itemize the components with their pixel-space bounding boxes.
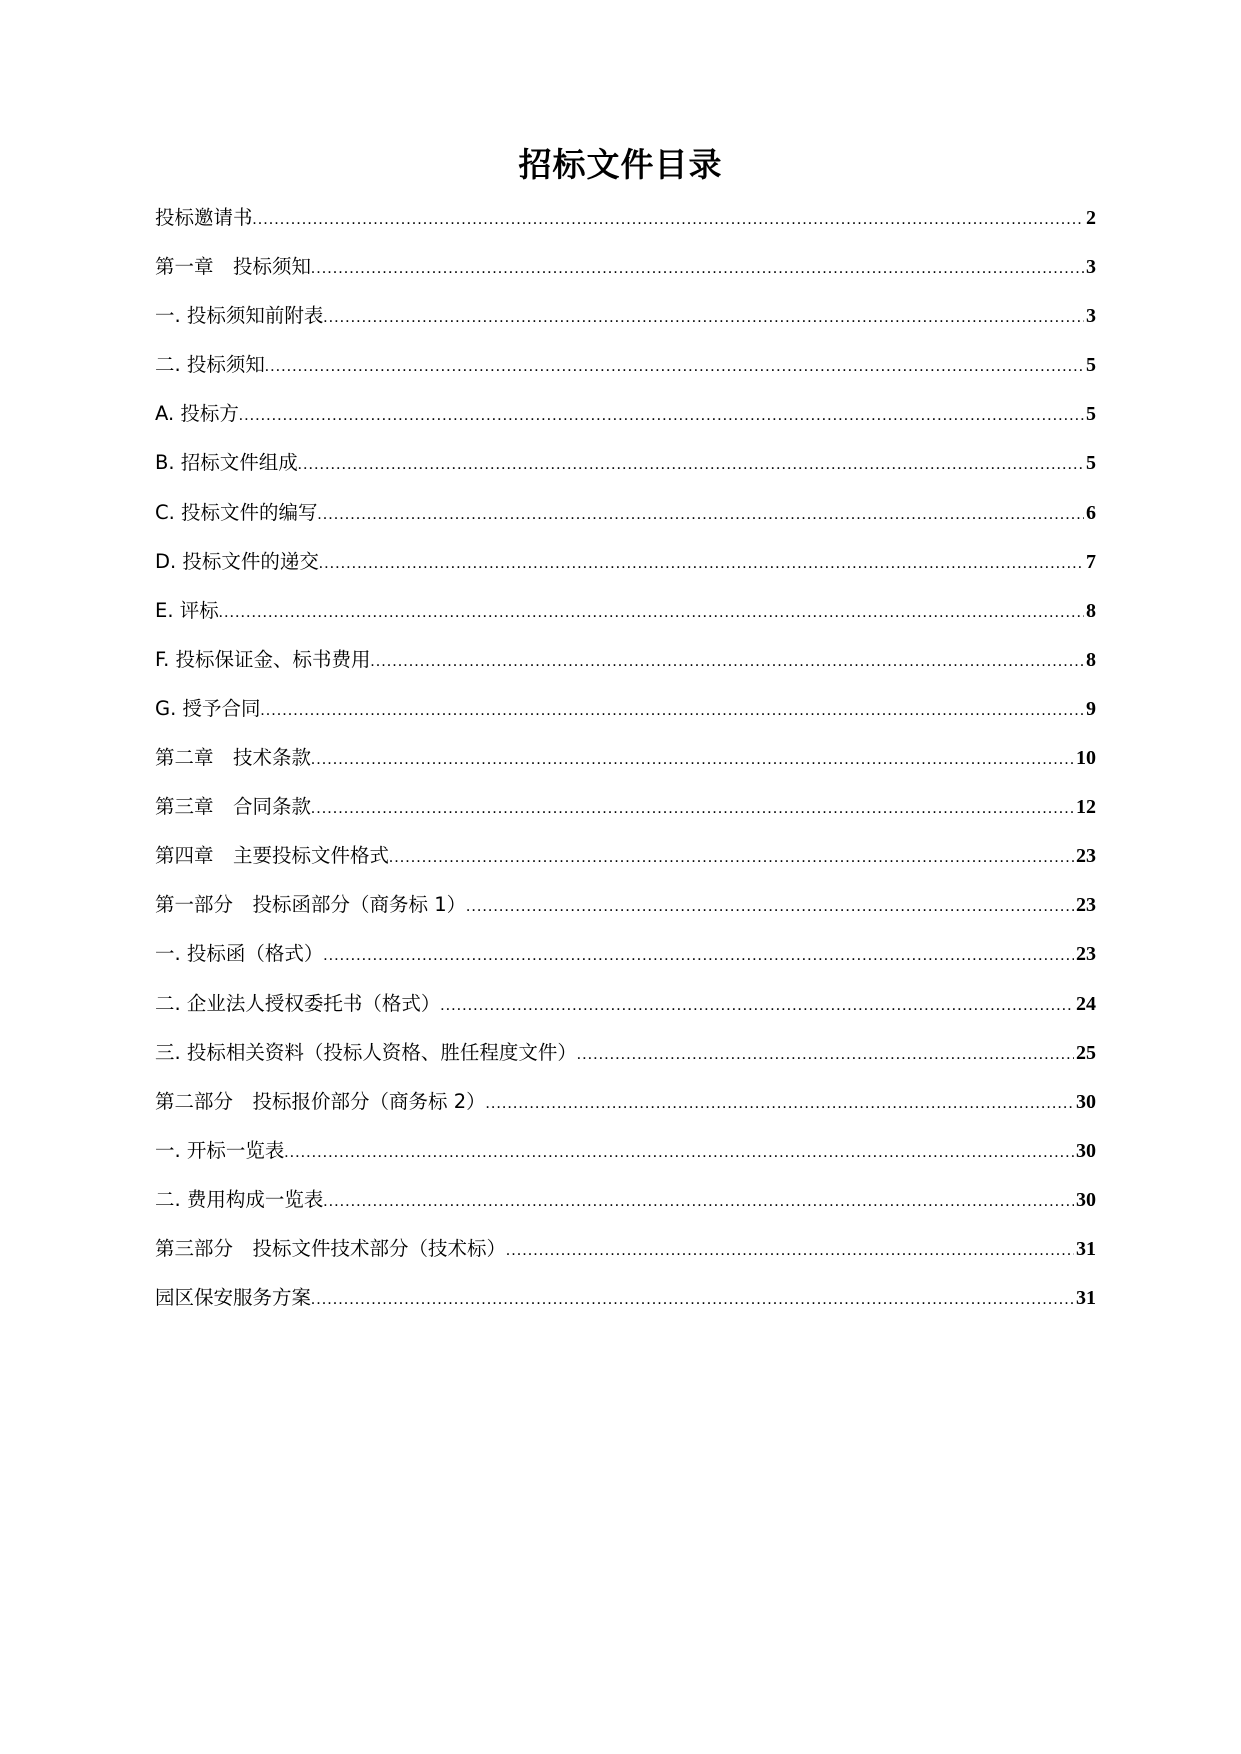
toc-entry[interactable] (155, 885, 1096, 934)
toc-entry-page-number: 3 (1086, 305, 1096, 328)
toc-entry-page-number: 7 (1086, 550, 1096, 573)
toc-entry-label: 一. 开标一览表 (155, 1138, 285, 1162)
toc-entry-page-number: 10 (1076, 747, 1096, 770)
toc-dot-leader (323, 936, 1074, 976)
toc-entry[interactable] (155, 1278, 1096, 1327)
toc-entry[interactable] (155, 394, 1096, 443)
toc-entry-page-number: 9 (1086, 697, 1096, 720)
toc-dot-leader (311, 789, 1074, 829)
toc-entry[interactable] (155, 640, 1096, 689)
toc-entry-page-number: 30 (1076, 1188, 1096, 1211)
toc-entry[interactable] (155, 689, 1096, 738)
toc-entry-page-number: 25 (1076, 1041, 1096, 1064)
toc-entry-label: 第一章 投标须知 (155, 255, 312, 279)
toc-entry[interactable] (155, 1229, 1096, 1278)
toc-entry[interactable] (155, 591, 1096, 640)
toc-entry-label: 二. 企业法人授权委托书（格式） (155, 991, 441, 1015)
toc-entry-page-number: 3 (1086, 256, 1096, 279)
table-of-contents (155, 198, 1096, 1327)
toc-dot-leader (370, 642, 1084, 682)
toc-entry-label: 第二章 技术条款 (155, 746, 312, 770)
toc-entry[interactable] (155, 738, 1096, 787)
toc-entry-label: 三. 投标相关资料（投标人资格、胜任程度文件） (155, 1040, 577, 1064)
toc-entry[interactable] (155, 787, 1096, 836)
toc-entry-label: 一. 投标须知前附表 (155, 304, 324, 328)
toc-entry-label: G. 授予合同 (155, 696, 261, 720)
toc-entry-page-number: 6 (1086, 501, 1096, 524)
toc-entry[interactable] (155, 1033, 1096, 1082)
toc-entry-label: 二. 费用构成一览表 (155, 1187, 324, 1211)
toc-entry-page-number: 31 (1076, 1237, 1096, 1260)
toc-entry-label: 一. 投标函（格式） (155, 942, 324, 966)
toc-entry-label: F. 投标保证金、标书费用 (155, 647, 371, 671)
toc-entry-label: A. 投标方 (155, 402, 239, 426)
toc-entry[interactable] (155, 493, 1096, 542)
toc-entry[interactable] (155, 1131, 1096, 1180)
toc-entry[interactable] (155, 934, 1096, 983)
toc-entry-page-number: 31 (1076, 1287, 1096, 1310)
toc-dot-leader (323, 298, 1084, 338)
toc-entry[interactable] (155, 1180, 1096, 1229)
toc-entry-label: 投标邀请书 (155, 206, 253, 229)
toc-dot-leader (311, 1280, 1074, 1320)
toc-entry[interactable] (155, 542, 1096, 591)
toc-entry-label: 第二部分 投标报价部分（商务标 2） (155, 1089, 486, 1113)
toc-dot-leader (253, 200, 1084, 240)
toc-entry-label: 第一部分 投标函部分（商务标 1） (155, 893, 467, 917)
toc-entry-label: 第三章 合同条款 (155, 795, 312, 819)
toc-dot-leader (261, 691, 1084, 731)
toc-dot-leader (311, 740, 1074, 780)
toc-entry[interactable] (155, 296, 1096, 345)
toc-entry-label: B. 招标文件组成 (155, 451, 298, 475)
toc-dot-leader (298, 445, 1084, 485)
toc-entry-label: E. 评标 (155, 598, 219, 622)
toc-dot-leader (486, 1084, 1074, 1124)
toc-entry-label: 第三部分 投标文件技术部分（技术标） (155, 1236, 507, 1260)
toc-entry-page-number: 12 (1076, 796, 1096, 819)
toc-dot-leader (318, 495, 1084, 535)
toc-entry-page-number: 5 (1086, 403, 1096, 426)
toc-entry-page-number: 30 (1076, 1090, 1096, 1113)
toc-entry-label: 园区保安服务方案 (155, 1286, 312, 1310)
toc-dot-leader (577, 1035, 1074, 1075)
toc-dot-leader (239, 396, 1084, 436)
toc-entry[interactable] (155, 247, 1096, 296)
toc-dot-leader (219, 593, 1084, 633)
toc-entry[interactable] (155, 1082, 1096, 1131)
toc-dot-leader (506, 1231, 1074, 1271)
toc-dot-leader (440, 986, 1074, 1026)
toc-entry[interactable] (155, 443, 1096, 492)
toc-entry-page-number: 23 (1076, 894, 1096, 917)
toc-entry-page-number: 23 (1076, 845, 1096, 868)
toc-entry-page-number: 5 (1086, 354, 1096, 377)
toc-entry-page-number: 30 (1076, 1139, 1096, 1162)
toc-dot-leader (323, 1182, 1074, 1222)
toc-entry[interactable] (155, 836, 1096, 885)
toc-entry-page-number: 5 (1086, 452, 1096, 475)
toc-entry[interactable] (155, 198, 1096, 247)
toc-dot-leader (311, 249, 1084, 289)
toc-dot-leader (389, 838, 1074, 878)
toc-entry-page-number: 8 (1086, 599, 1096, 622)
toc-entry[interactable] (155, 984, 1096, 1033)
toc-entry-page-number: 2 (1086, 207, 1096, 229)
toc-entry-page-number: 23 (1076, 943, 1096, 966)
toc-entry-label: 第四章 主要投标文件格式 (155, 844, 390, 868)
toc-entry[interactable] (155, 345, 1096, 394)
toc-entry-page-number: 8 (1086, 648, 1096, 671)
toc-dot-leader (284, 1133, 1074, 1173)
toc-dot-leader (466, 887, 1074, 927)
toc-entry-page-number: 24 (1076, 992, 1096, 1015)
toc-entry-label: C. 投标文件的编写 (155, 500, 318, 524)
toc-entry-label: D. 投标文件的递交 (155, 549, 319, 573)
page-title: 招标文件目录 (518, 145, 723, 184)
toc-dot-leader (265, 347, 1084, 387)
toc-dot-leader (319, 544, 1084, 584)
toc-entry-label: 二. 投标须知 (155, 353, 265, 377)
